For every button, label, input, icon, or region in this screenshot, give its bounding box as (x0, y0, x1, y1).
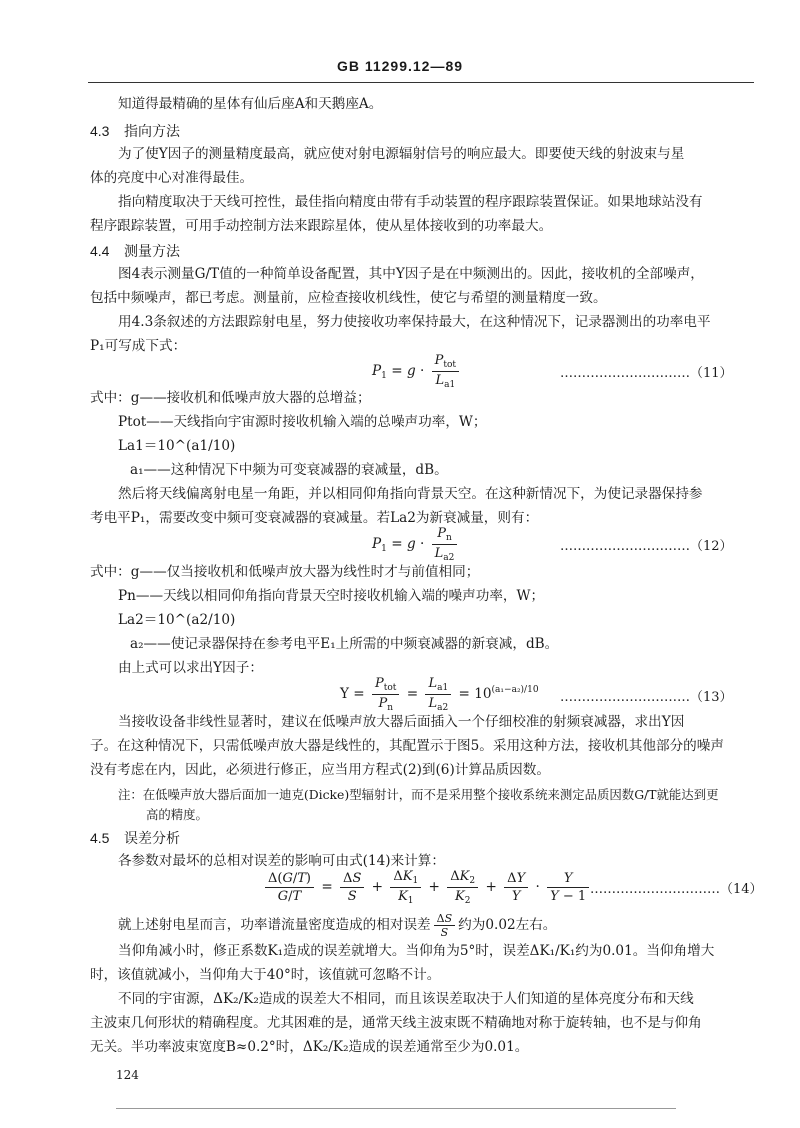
equation-11: $P_1 = g$ · $\frac{P_{tot}}{L_{a1}}$ (372, 353, 462, 390)
text-line: 然后将天线偏离射电星一角距，并以相同仰角指向背景天空。在这种新情况下，为使记录器保持参 (118, 486, 703, 502)
text-line: 当仰角减小时，修正系数K₁造成的误差就增大。当仰角为5°时，误差ΔK₁/K₁约为0.01。当仰角增大 (118, 943, 715, 959)
text-line: 程序跟踪装置，可用手动控制方法来跟踪星体，使从星体接收到的功率最大。 (90, 218, 553, 234)
text-line: P₁可写成下式： (90, 338, 187, 354)
definition-line: Pn——天线以相同仰角指向背景天空时接收机输入端的噪声功率，W； (118, 588, 545, 604)
equation-number: …………………………（12） (560, 539, 733, 554)
section-title: 测量方法 (124, 243, 180, 259)
text-line: 就上述射电星而言，功率谱流量密度造成的相对误差 $\frac{\Delta S}{S}$ 约为0.02左右。 (118, 912, 557, 939)
section-title: 误差分析 (124, 830, 180, 846)
text-line: 为了使Y因子的测量精度最高，就应使对射电源辐射信号的响应最大。即要使天线的射波束与星 (118, 146, 685, 162)
definition-line: Ptot——天线指向宇宙源时接收机输入端的总噪声功率，W； (118, 414, 487, 430)
footer-rule (116, 1108, 676, 1109)
page-number: 124 (116, 1068, 139, 1082)
section-heading-4-5 (90, 831, 180, 845)
text-line: 知道得最精确的星体有仙后座A和天鹅座A。 (118, 96, 383, 112)
text-line: 图4表示测量G/T值的一种简单设备配置，其中Y因子是在中频测出的。因此，接收机的全部噪声， (118, 266, 704, 282)
section-heading-4-4 (90, 244, 180, 258)
text-line: 体的亮度中心对准得最佳。 (90, 170, 254, 186)
definition-line: 式中：g——接收机和低噪声放大器的总增益； (90, 390, 371, 406)
equation-number: …………………………（11） (560, 366, 733, 381)
definition-line: a₂——使记录器保持在参考电平E₁上所需的中频衰减器的新衰减，dB。 (130, 636, 559, 652)
text-line: 当接收设备非线性显著时，建议在低噪声放大器后面插入一个仔细校准的射频衰减器，求出Y因 (118, 714, 685, 730)
text-line: 包括中频噪声，都已考虑。测量前，应检查接收机线性，使它与希望的测量精度一致。 (90, 290, 607, 306)
definition-line: La2＝10^(a2/10) (118, 612, 236, 628)
text-line: 主波束几何形状的精确程度。尤其困难的是，通常天线主波束既不精确地对称于旋转轴，也不是与仰角 (90, 1015, 702, 1031)
equation-12: $P_1 = g$ · $\frac{P_n}{L_{a2}}$ (372, 526, 460, 563)
text-line: 时，该值就减小，当仰角大于40°时，该值就可忽略不计。 (90, 967, 441, 983)
section-title: 指向方法 (124, 123, 180, 139)
text-line: 由上式可以求出Y因子： (118, 660, 263, 676)
text-line: 用4.3条叙述的方法跟踪射电星，努力使接收功率保持最大，在这种情况下，记录器测出的功率电平 (118, 314, 711, 330)
definition-line: a₁——这种情况下中频为可变衰减器的衰减量，dB。 (130, 462, 448, 478)
section-number: 4.4 (90, 243, 110, 259)
text-segment: 就上述射电星而言，功率谱流量密度造成的相对误差 (118, 917, 431, 933)
equation-13: Y = $\frac{P_{tot}}{P_n}$ = $\frac{L_{a1}}{L_{a2}}$ = $10^{(a_1-a_2)/10}$ (340, 676, 539, 713)
page-header-standard-number: GB 11299.12—89 (336, 58, 464, 74)
equation-number: …………………………（14） (590, 882, 763, 897)
text-line: 各参数对最坏的总相对误差的影响可由式(14)来计算： (118, 853, 445, 869)
section-heading-4-3 (90, 124, 180, 138)
definition-line: 式中：g——仅当接收机和低噪声放大器为线性时才与前值相同； (90, 564, 480, 580)
note-line: 注：在低噪声放大器后面加一迪克(Dicke)型辐射计，而不是采用整个接收系统来测定品质因数G/T就能达到更 (118, 787, 719, 802)
text-line: 无关。半功率波束宽度B≈0.2°时，ΔK₂/K₂造成的误差通常至少为0.01。 (90, 1039, 529, 1055)
note-line: 高的精度。 (146, 807, 208, 822)
header-rule (88, 82, 754, 83)
text-line: 没有考虑在内，因此，必须进行修正，应当用方程式(2)到(6)计算品质因数。 (90, 762, 550, 778)
section-number: 4.5 (90, 830, 110, 846)
text-line: 不同的宇宙源，ΔK₂/K₂造成的误差大不相同，而且该误差取决于人们知道的星体亮度分布和天线 (118, 991, 694, 1007)
definition-line: La1＝10^(a1/10) (118, 438, 236, 454)
equation-number: …………………………（13） (560, 690, 733, 705)
text-line: 考电平P₁，需要改变中频可变衰减器的衰减量。若La2为新衰减量，则有： (90, 510, 539, 526)
equation-14: $\frac{\Delta(G/T)}{G/T}$ = $\frac{\Delta S}{S}$ + $\frac{\Delta K_1}{K_1}$ + $\frac{\Delta K_2}{K_2}$ + $\frac{\Delta Y}{Y}$ · $\frac{Y}{Y - 1}$ (262, 869, 592, 906)
text-line: 子。在这种情况下，只需低噪声放大器是线性的，其配置示于图5。采用这种方法，接收机其他部分的噪声 (90, 738, 724, 754)
text-segment: 约为0.02左右。 (458, 917, 557, 933)
text-line: 指向精度取决于天线可控性，最佳指向精度由带有手动装置的程序跟踪装置保证。如果地球站没有 (118, 194, 703, 210)
section-number: 4.3 (90, 123, 110, 139)
